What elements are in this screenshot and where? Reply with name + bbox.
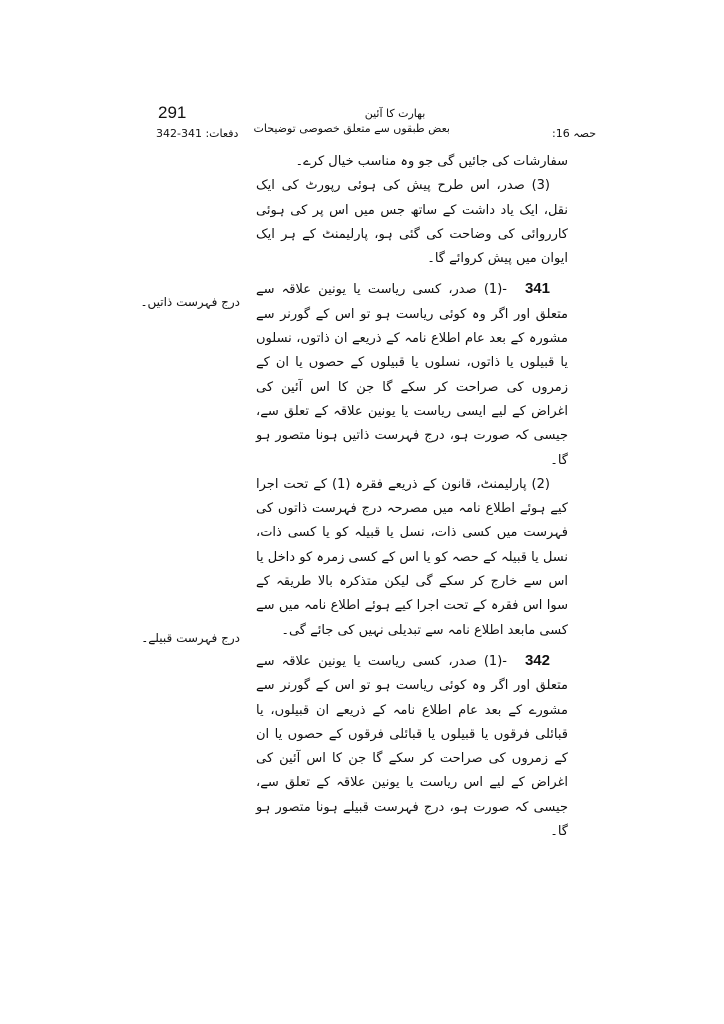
running-header-part: حصہ 16: xyxy=(552,127,596,140)
section-342-clause-1 xyxy=(256,649,568,844)
body-text-column xyxy=(256,150,568,844)
margin-note-scheduled-tribes: درج فہرست قبیلے۔ xyxy=(141,631,240,645)
running-header-subject: بعض طبقوں سے متعلق خصوصی توضیحات xyxy=(253,122,450,135)
running-header-sections: دفعات: 341-342 xyxy=(156,127,239,140)
running-header-book-title: بھارت کا آئین xyxy=(364,107,426,120)
section-341-clause-1-text: -(1) صدر، کسی ریاست یا یونین علاقہ سے متعلق اور اگر وہ کوئی ریاست ہو تو اس کے گورنر سے مشورہ کے بعد عام اطلاع نامہ کے ذریعے ان ذاتوں، نسلوں یا قبیلوں یا ذاتوں، نسلوں یا قبیلوں کے حصوں یا ان کے زمروں کی صراحت کر سکے گا جن کا اس آئین کی اغراض کے لیے ایسی ریاست یا یونین علاقہ کے تعلق سے، جیسی کہ صورت ہو، درج فہرست ذاتیں ہونا متصور ہو گا۔ xyxy=(256,282,568,468)
page-number: 291 xyxy=(158,103,187,122)
section-341-clause-2: (2) پارلیمنٹ، قانون کے ذریعے فقرہ (1) کے تحت اجرا کیے ہوئے اطلاع نامہ میں مصرحہ درج فہرست ذاتوں کی فہرست میں کسی ذات، نسل یا قبیلہ کو یا کسی ذات، نسل یا قبیلہ کے حصہ کو یا اس کے کسی زمرہ کو داخل یا اس سے خارج کر سکے گی لیکن متذکرہ بالا طریقہ کے سوا اس فقرہ کے تحت اجرا کیے ہوئے اطلاع نامہ میں سے کسی مابعد اطلاع نامہ سے تبدیلی نہیں کی جائے گی۔ xyxy=(256,476,568,638)
section-341-clause-1 xyxy=(256,277,568,472)
paragraph-report-laid: (3) صدر، اس طرح پیش کی ہوئی رپورٹ کی ایک نقل، ایک یاد داشت کے ساتھ جس میں اس پر کی ہوئی کارروائی کی وضاحت کی گئی ہو، پارلیمنٹ کے ہر ایک ایوان میں پیش کروائے گا۔ xyxy=(256,178,568,267)
section-342-clause-1-text: -(1) صدر، کسی ریاست یا یونین علاقہ سے متعلق اور اگر وہ کوئی ریاست ہو تو اس کے گورنر سے مشورے کے بعد عام اطلاع نامہ کے ذریعے ان قبیلوں، یا قبائلی فرقوں یا قبیلوں یا قبائلی فرقوں کے حصوں یا ان کے زمروں کی صراحت کر سکے گا جن کا اس آئین کی اغراض کے لیے اس ریاست یا یونین علاقہ کے تعلق سے، جیسی کہ صورت ہو، درج فہرست قبیلے ہونا متصور ہو گا۔ xyxy=(256,653,568,840)
section-number-342: 342 xyxy=(524,651,550,669)
margin-note-scheduled-castes: درج فہرست ذاتیں۔ xyxy=(140,295,240,309)
paragraph-recommendations-end: سفارشات کی جائیں گی جو وہ مناسب خیال کرے۔ xyxy=(295,154,568,169)
section-number-341: 341 xyxy=(524,280,550,298)
